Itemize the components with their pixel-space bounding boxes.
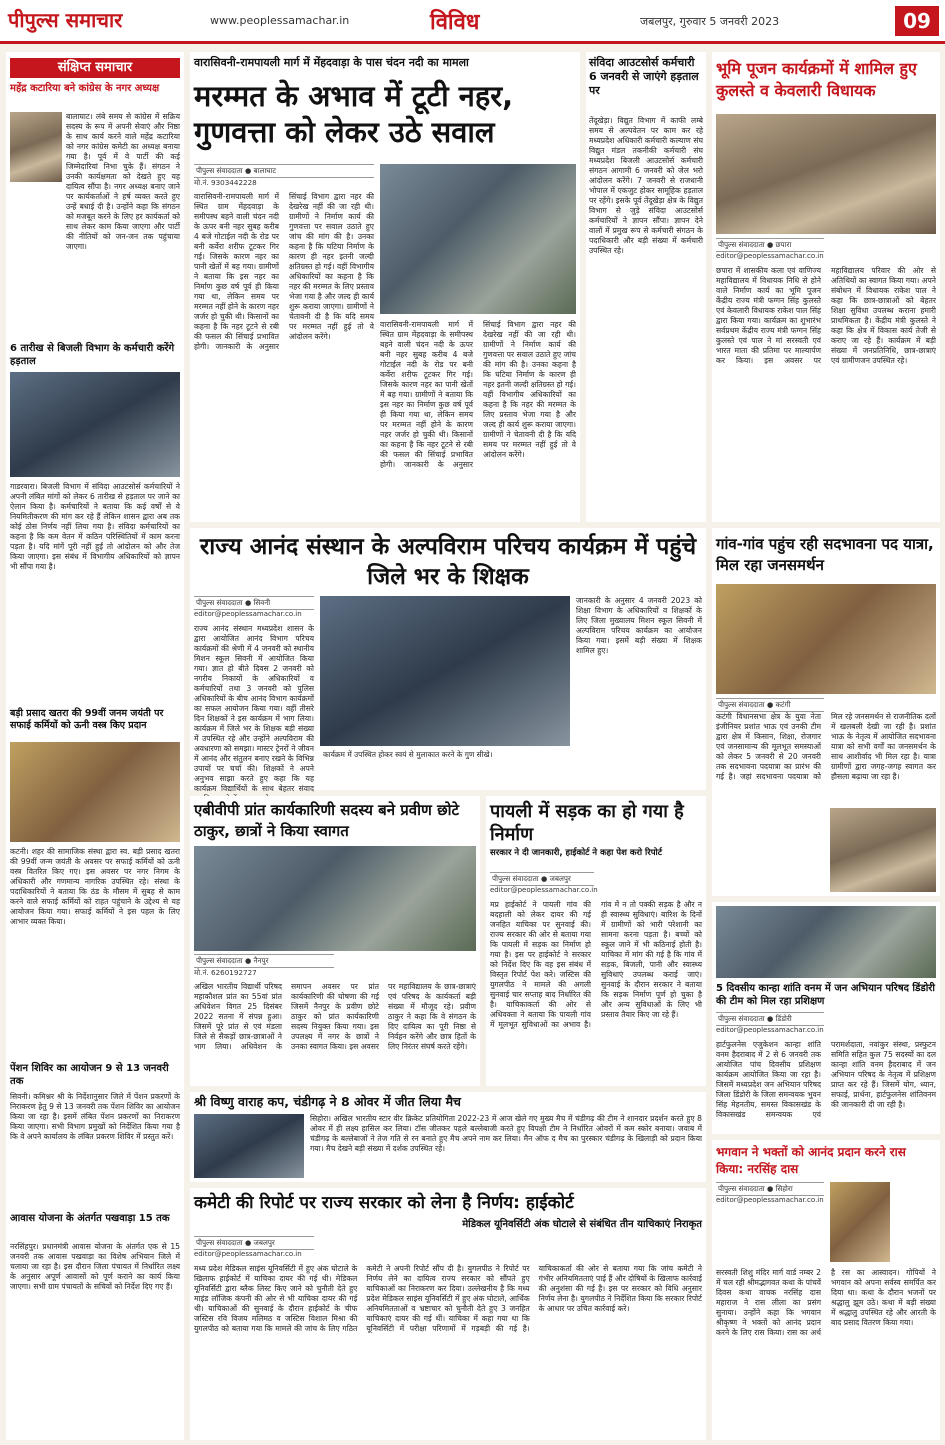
canal-byline: पीपुल्स संवाददाता ● बालाघाट	[194, 164, 374, 178]
sadbhavna-headline: गांव-गांव पहुंच रही सदभावना पद यात्रा, मिल रहा जनसमर्थन	[716, 535, 934, 574]
kanha-headline: 5 दिवसीय कान्हा शांति वनम में जन अभियान परिषद डिंडोरी की टीम को मिल रहा प्रशिक्षण	[716, 983, 935, 1007]
anand-byline: पीपुल्स संवाददाता ● सिवनी	[194, 596, 314, 610]
canal-body-continued: वारासिवनी-रामपायली मार्ग में स्थित ग्राम मेंहदवाड़ा के समीपस्थ बहने वाली चंदन नदी के ऊपर बनी नहर सुबह करीब 4 बजे गोटाईल नदी के रोड पर बनी कर्वेरा शरीफ टूटकर गिर गई। जिसके कारण नहर का पानी खेतों में बह गया। ग्रामीणों ने बताया कि इस नहर का निर्माण कुछ वर्ष पूर्व ही किया गया था, लेकिन समय पर मरम्मत नहीं होने के कारण नहर जर्जर हो चुकी थी। किसानों का कहना है कि नहर टूटने से रबी की फसल की सिंचाई प्रभावित होगी। जानकारी के अनुसार सिंचाई विभाग द्वारा नहर की देखरेख नहीं की जा रही थी। ग्रामीणों ने निर्माण कार्य की गुणवत्ता पर सवाल उठाते हुए जांच की मांग की है। उनका कहना है कि घटिया निर्माण के कारण ही नहर इतनी जल्दी क्षतिग्रस्त हो गई। वहीं विभागीय अधिकारियों का कहना है कि नहर की मरम्मत के लिए प्रस्ताव भेजा गया है और जल्द ही कार्य शुरू कराया जाएगा। ग्रामीणों ने चेतावनी दी है कि यदि समय पर मरम्मत नहीं हुई तो वे आंदोलन करेंगे।	[380, 320, 576, 469]
article-canal	[190, 52, 580, 522]
cricket-headline: श्री विष्णु वाराह कप, चंडीगढ़ ने 8 ओवर में जीत लिया मैच	[194, 1094, 461, 1109]
brief-2-body: गाडरवारा। बिजली विभाग में संविदा आउटसोर्स कर्मचारियों ने अपनी लंबित मांगों को लेकर 6 तारीख से हड़ताल पर जाने का ऐलान किया है। कर्मचारियों ने बताया कि कई वर्षों से वे नियमितीकरण की मांग कर रहे हैं लेकिन शासन द्वारा अब तक कोई ठोस निर्णय नहीं लिया गया है। संविदा कर्मचारियों का कहना है कि कम वेतन में कठिन परिस्थितियों में काम करना पड़ता है। यदि मांगें पूरी नहीं हुईं तो आंदोलन को और तेज किया जाएगा। इस संबंध में विभागीय अधिकारियों को ज्ञापन भी सौंपा गया है।	[10, 482, 180, 571]
article-bhoomi-pujan	[712, 52, 940, 522]
abvp-group-photo	[194, 846, 476, 951]
section-title: विविध	[430, 10, 480, 35]
article-anand-sansthan	[190, 528, 706, 793]
brief-3-body: कटनी। शहर की सामाजिक संस्था द्वारा स्व. बड़ी प्रसाद खतरा की 99वीं जन्म जयंती के अवसर पर सफाई कर्मियों को ऊनी वस्त्र वितरित किए गए। इस अवसर पर नगर निगम के अधिकारी और गणमान्य नागरिक उपस्थित रहे। संस्था के पदाधिकारियों ने बताया कि ठंड के मौसम में सुबह से काम करने वाले सफाई कर्मियों को राहत पहुंचाने के उद्देश्य से यह आयोजन किया गया। सफाई कर्मियों ने इस पहल के लिए आभार व्यक्त किया।	[10, 847, 180, 926]
strike-photo	[10, 372, 180, 477]
abvp-body: अखिल भारतीय विद्यार्थी परिषद महाकौशल प्रांत का 55वां प्रांत अधिवेशन विगत 25 दिसंबर 2022 सतना में संपन्न हुआ। जिसमें पूरे प्रांत से एवं मंडला जिले से सैकड़ों छात्र-छात्राओं ने भाग लिया। अधिवेशन के समापन अवसर पर प्रांत कार्यकारिणी की घोषणा की गई जिसमें नैनपुर के प्रवीण छोटे ठाकुर को प्रांत कार्यकारिणी सदस्य नियुक्त किया गया। इस उपलक्ष्य में नगर के छात्रों ने उनका स्वागत किया। इस अवसर पर महाविद्यालय के छात्र-छात्राएं एवं परिषद के कार्यकर्ता बड़ी संख्या में मौजूद रहे। प्रवीण ठाकुर ने कहा कि वे संगठन के दिए दायित्व का पूरी निष्ठा से निर्वहन करेंगे और छात्र हितों के लिए निरंतर संघर्ष करते रहेंगे।	[194, 982, 476, 1051]
anand-email[interactable]: editor@peoplessamachar.co.in	[194, 610, 302, 618]
article-outsource-strike	[586, 52, 706, 522]
issue-date: जबलपुर, गुरुवार 5 जनवरी 2023	[640, 15, 780, 28]
page-header	[0, 0, 945, 44]
brief-4-headline: पेंशन शिविर का आयोजन 9 से 13 जनवरी तक	[10, 1063, 169, 1087]
brief-4-body: सिवनी। कमिश्नर श्री के निर्देशानुसार जिले में पेंशन प्रकरणों के निराकरण हेतु 9 से 13 जनवरी तक पेंशन शिविर का आयोजन किया जा रहा है। इसमें लंबित पेंशन प्रकरणों का निराकरण किया जाएगा। सभी विभाग प्रमुखों को निर्देशित किया गया है कि वे अपने कार्यालय के लंबित प्रकरण शिविर में प्रस्तुत करें।	[10, 1092, 180, 1141]
katha-email[interactable]: editor@peoplessamachar.co.in	[716, 1196, 824, 1204]
katha-byline: पीपुल्स संवाददाता ● सिहोरा	[716, 1182, 824, 1196]
medical-email[interactable]: editor@peoplessamachar.co.in	[194, 1250, 302, 1258]
kanha-body: हार्टफुलनेस एजुकेशन कान्हा शांति वनम हैदराबाद में 2 से 6 जनवरी तक आयोजित पांच दिवसीय प्रशिक्षण कार्यक्रम आयोजित किया जा रहा है। जिसमें मध्यप्रदेश जन अभियान परिषद जिला डिंडोरी के जिला समन्वयक भुवन सिंह मेहनतीय, समस्त विकासखंड के विकासखंड समन्वयक एवं परामर्शदाता, नवांकुर संस्था, प्रस्फुटन समिति सहित कुल 75 सदस्यों का दल कान्हा शांति वनम हैदराबाद में जन अभियान परिषद के नेतृत्व में प्रशिक्षण प्राप्त कर रहे हैं। जिसमें योग, ध्यान, सफाई, प्रार्थना, हार्टफुलनेस शांतिवनम की जानकारी दी जा रही है।	[716, 1040, 936, 1119]
bhoomi-email[interactable]: editor@peoplessamachar.co.in	[716, 252, 824, 260]
bhoomi-byline: पीपुल्स संवाददाता ● छपारा	[716, 238, 824, 252]
brief-3-headline: बड़ी प्रसाद खतरा की 99वीं जनम जयंती पर सफाई कर्मियों को ऊनी वस्त्र किए प्रदान	[10, 708, 164, 731]
brief-5-body: नरसिंहपुर। प्रधानमंत्री आवास योजना के अंतर्गत एक से 15 जनवरी तक आवास पखवाड़ा का विशेष अभियान जिले में चलाया जा रहा है। इस दौरान जिला पंचायत में निर्धारित लक्ष्य के अनुसार अपूर्ण आवासों को पूर्ण कराने का कार्य किया जाएगा। सभी ग्राम पंचायतों के सचिवों को निर्देश दिए गए हैं।	[10, 1242, 180, 1291]
medical-headline: कमेटी की रिपोर्ट पर राज्य सरकार को लेना है निर्णय: हाईकोर्ट	[194, 1193, 574, 1213]
article-abvp	[190, 796, 480, 1086]
abvp-phone: मो.नं. 6260192727	[194, 968, 257, 977]
article-sadbhavna-yatra	[712, 528, 940, 896]
brief-2-headline: 6 तारीख से बिजली विभाग के कर्मचारी करेंगे हड़ताल	[10, 343, 175, 367]
sadbhavna-body: कटंगी विधानसभा क्षेत्र के युवा नेता इंजीनियर प्रशांत भाऊ एवं उनकी टीम द्वारा क्षेत्र में किसान, शिक्षा, रोजगार एवं जनसामान्य की मूलभूत समस्याओं को लेकर 5 जनवरी से 20 जनवरी तक सदभावना पदयात्रा का प्रारंभ की गई है। जहां सदभावना पदयात्रा को मिल रहे जनसमर्थन से राजनीतिक दलों में खलबली देखी जा रही है। प्रशांत भाऊ के नेतृत्व में आयोजित सदभावना यात्रा को सभी वर्गों का जनसमर्थन के साथ आशीर्वाद भी मिल रहा है। यात्रा ग्रामीणों द्वारा जगह-जगह स्वागत कर हौसला बढ़ाया जा रहा है।	[716, 712, 936, 781]
bhoomi-headline: भूमि पूजन कार्यक्रमों में शामिल हुए कुलस्ते व केवलारी विधायक	[716, 59, 917, 100]
brief-news-column	[6, 52, 184, 1440]
brief-1-headline: महेंद्र कटारिया बने कांग्रेस के नगर अध्यक्ष	[10, 83, 160, 94]
kanha-email[interactable]: editor@peoplessamachar.co.in	[716, 1026, 824, 1034]
cricket-photo	[194, 1114, 304, 1178]
site-url[interactable]: www.peoplessamachar.in	[210, 14, 350, 27]
abvp-byline: पीपुल्स संवाददाता ● नैनपुर	[194, 954, 334, 968]
canal-body: वारासिवनी-रामपायली मार्ग में स्थित ग्राम मेंहदवाड़ा के समीपस्थ बहने वाली चंदन नदी के ऊपर बनी नहर सुबह करीब 4 बजे गोटाईल नदी के रोड पर बनी कर्वेरा शरीफ टूटकर गिर गई। जिसके कारण नहर का पानी खेतों में बह गया। ग्रामीणों ने बताया कि इस नहर का निर्माण कुछ वर्ष पूर्व ही किया गया था, लेकिन समय पर मरम्मत नहीं होने के कारण नहर जर्जर हो चुकी थी। किसानों का कहना है कि नहर टूटने से रबी की फसल की सिंचाई प्रभावित होगी। जानकारी के अनुसार सिंचाई विभाग द्वारा नहर की देखरेख नहीं की जा रही थी। ग्रामीणों ने निर्माण कार्य की गुणवत्ता पर सवाल उठाते हुए जांच की मांग की है। उनका कहना है कि घटिया निर्माण के कारण ही नहर इतनी जल्दी क्षतिग्रस्त हो गई। वहीं विभागीय अधिकारियों का कहना है कि नहर की मरम्मत के लिए प्रस्ताव भेजा गया है और जल्द ही कार्य शुरू कराया जाएगा। ग्रामीणों ने चेतावनी दी है कि यदि समय पर मरम्मत नहीं हुई तो वे आंदोलन करेंगे।	[194, 192, 374, 351]
clothes-distribution-photo	[10, 742, 180, 842]
payli-subheadline: सरकार ने दी जानकारी, हाईकोर्ट ने कहा पेश करो रिपोर्ट	[490, 848, 663, 858]
canal-headline: मरम्मत के अभाव में टूटी नहर, गुणवत्ता को लेकर उठे सवाल	[194, 79, 514, 149]
brief-1-body: बालाघाट। लंबे समय से कांग्रेस में सक्रिय सदस्य के रूप में अपनी सेवाएं और निष्ठा के साथ कार्य करने वाले महेंद्र कटारिया को नगर कांग्रेस कमेटी का अध्यक्ष बनाया गया है। पूर्व में वे पार्टी की कई जिम्मेदारियां निभा चुके हैं। संगठन ने उनकी कार्यक्षमता को देखते हुए यह दायित्व सौंपा है। नगर अध्यक्ष बनाए जाने पर कार्यकर्ताओं ने हर्ष व्यक्त करते हुए उन्हें बधाई दी है। उन्होंने कहा कि संगठन को मजबूत करने के लिए हर कार्यकर्ता को साथ लेकर काम किया जाएगा और पार्टी की नीतियों को जन-जन तक पहुंचाया जाएगा।	[66, 112, 180, 251]
sadbhavna-byline: पीपुल्स संवाददाता ● कटंगी	[716, 698, 824, 712]
payli-headline: पायली में सड़क का हो गया है निर्माण	[490, 801, 684, 845]
payli-byline: पीपुल्स संवाददाता ● जबलपुर	[490, 872, 594, 886]
kathavachak-photo	[830, 1182, 890, 1262]
medical-subheadline: मेडिकल यूनिवर्सिटी अंक घोटाले से संबंधित तीन याचिकाएं निराकृत	[462, 1219, 702, 1230]
page-number: 09	[895, 6, 939, 36]
katha-headline: भगवान ने भक्तों को आनंद प्रदान करने रास किया: नरसिंह दास	[716, 1145, 906, 1176]
article-katha	[712, 1140, 940, 1440]
canal-kicker: वारासिवनी-रामपायली मार्ग में मेंहदवाड़ा के पास चंदन नदी का मामला	[194, 56, 469, 69]
brief-news-title: संक्षिप्त समाचार	[10, 58, 180, 78]
broken-canal-photo	[380, 164, 576, 314]
abvp-headline: एबीवीपी प्रांत कार्यकारिणी सदस्य बने प्रवीण छोटे ठाकुर, छात्रों ने किया स्वागत	[194, 801, 460, 840]
payli-email[interactable]: editor@peoplessamachar.co.in	[490, 886, 598, 894]
yatra-photo	[716, 584, 936, 694]
cricket-body: सिहोरा। अखिल भारतीय स्टार वीर क्रिकेट प्रतियोगिता 2022-23 में आज खेले गए मुख्य मैच में चंडीगढ़ की टीम ने शानदार प्रदर्शन करते हुए 8 ओवर में ही लक्ष्य हासिल कर लिया। टॉस जीतकर पहले बल्लेबाजी करते हुए विपक्षी टीम ने निर्धारित ओवरों में कम स्कोर बनाया। जवाब में चंडीगढ़ के बल्लेबाजों ने तेज गति से रन बनाते हुए मैच अपने नाम कर लिया। मैन ऑफ द मैच का पुरस्कार चंडीगढ़ के खिलाड़ी को प्रदान किया गया। मैच देखने बड़ी संख्या में दर्शक उपस्थित रहे।	[310, 1114, 702, 1153]
article-cricket	[190, 1092, 706, 1182]
katha-body: सरस्वती शिशु मंदिर मार्ग वार्ड नम्बर 2 में चल रही श्रीमद्भागवत कथा के पांचवें दिवस कथा वाचक नरसिंह दास महाराज ने रास लीला का प्रसंग सुनाया। उन्होंने कहा कि भगवान श्रीकृष्ण ने भक्तों को आनंद प्रदान करने के लिए रास किया। रास का अर्थ है रस का आस्वादन। गोपियों ने भगवान को अपना सर्वस्व समर्पित कर दिया था। कथा के दौरान भजनों पर श्रद्धालु झूम उठे। कथा में बड़ी संख्या में श्रद्धालु उपस्थित रहे और आरती के बाद प्रसाद वितरण किया गया।	[716, 1268, 936, 1337]
anand-body-2: जानकारी के अनुसार 4 जनवरी 2023 को शिक्षा विभाग के अधिकारियों व शिक्षकों के लिए जिला मुख्यालय मिशन स्कूल सिवनी में अल्पविराम परिचय कार्यक्रम का आयोजन किया गया। इसमें बड़ी संख्या में शिक्षक शामिल हुए।	[576, 596, 702, 655]
masthead: पीपुल्स समाचार	[8, 8, 123, 32]
outsource-headline: संविदा आउटसोर्स कर्मचारी 6 जनवरी से जाएंगे हड़ताल पर	[589, 56, 699, 97]
anand-headline: राज्य आनंद संस्थान के अल्पविराम परिचय कार्यक्रम में पहुंचे जिले भर के शिक्षक	[199, 534, 697, 590]
article-kanha-training	[712, 902, 940, 1134]
kanha-byline: पीपुल्स संवाददाता ● डिंडोरी	[716, 1012, 824, 1026]
payli-body: मप्र हाईकोर्ट ने पायली गांव की बदहाली को लेकर दायर की गई जनहित याचिका पर सुनवाई की। राज्य सरकार की ओर से बताया गया कि पायली में सड़क का निर्माण हो गया है। इस पर हाईकोर्ट ने सरकार को निर्देश दिए कि वह इस संबंध में विस्तृत रिपोर्ट पेश करे। जस्टिस की युगलपीठ ने मामले की अगली सुनवाई चार सप्ताह बाद निर्धारित की है। याचिकाकर्ता की ओर से अधिवक्ता ने बताया कि पायली गांव में मूलभूत सुविधाओं का अभाव है। गांव में न तो पक्की सड़क है और न ही स्वास्थ्य सुविधाएं। बारिश के दिनों में ग्रामीणों को भारी परेशानी का सामना करना पड़ता है। बच्चों को स्कूल जाने में भी कठिनाई होती है। याचिका में मांग की गई है कि गांव में सड़क, बिजली, पानी और स्वास्थ्य सुविधाएं उपलब्ध कराई जाएं। सुनवाई के दौरान सरकार ने बताया कि सड़क निर्माण पूर्ण हो चुका है और अन्य सुविधाओं के लिए भी प्रस्ताव तैयार किए जा रहे हैं।	[490, 900, 702, 1029]
training-photo	[716, 906, 936, 978]
teachers-photo	[320, 596, 570, 746]
article-payli-road	[486, 796, 706, 1086]
yatra-photo-2	[830, 808, 936, 892]
medical-byline: पीपुल्स संवाददाता ● जबलपुर	[194, 1236, 314, 1250]
bhoomi-body: छपारा में शासकीय कला एवं वाणिज्य महाविद्यालय में विधायक निधि से होने वाले निर्माण कार्य का भूमि पूजन केंद्रीय राज्य मंत्री फग्गन सिंह कुलस्ते एवं केवलारी विधायक राकेश पाल सिंह द्वारा किया गया। कार्यक्रम का शुभारंभ सर्वप्रथम केंद्रीय राज्य मंत्री फग्गन सिंह कुलस्ते एवं पाल ने मां सरस्वती एवं भारत माता की प्रतिमा पर माल्यार्पण कर किया। इस अवसर पर महाविद्यालय परिवार की ओर से अतिथियों का स्वागत किया गया। अपने संबोधन में विधायक राकेश पाल ने कहा कि छात्र-छात्राओं को बेहतर शिक्षा सुविधा उपलब्ध कराना हमारी प्राथमिकता है। केंद्रीय मंत्री कुलस्ते ने कहा कि क्षेत्र में विकास कार्य तेजी से कराए जा रहे हैं। कार्यक्रम में बड़ी संख्या में जनप्रतिनिधि, छात्र-छात्राएं एवं ग्रामीणजन उपस्थित रहे।	[716, 266, 936, 365]
medical-body: मध्य प्रदेश मेडिकल साइंस यूनिवर्सिटी में हुए अंक घोटाले के खिलाफ हाईकोर्ट में याचिका दायर की गई थी। मेडिकल यूनिवर्सिटी द्वारा ब्लैक लिस्ट किए जाने को चुनौती देते हुए माइंड लॉजिक कंपनी की ओर से भी याचिका दायर की गई थी। याचिकाओं की सुनवाई के दौरान हाईकोर्ट के चीफ जस्टिस रवि विजय मलिमठ व जस्टिस विशाल मिश्रा की युगलपीठ को बताया गया कि मामले की जांच के लिए गठित कमेटी ने अपनी रिपोर्ट सौंप दी है। युगलपीठ ने रिपोर्ट पर निर्णय लेने का दायित्व राज्य सरकार को सौंपते हुए याचिकाओं का निराकरण कर दिया। उल्लेखनीय है कि मध्य प्रदेश मेडिकल साइंस यूनिवर्सिटी में हुए अंक घोटाले, आर्थिक अनियमितताओं व भ्रष्टाचार को चुनौती देते हुए 3 जनहित याचिकाएं दायर की गई थीं। याचिका में कहा गया था कि यूनिवर्सिटी में परीक्षा परिणामों में गड़बड़ी की गई है। याचिकाकर्ता की ओर से बताया गया कि जांच कमेटी ने गंभीर अनियमितताएं पाई हैं और दोषियों के खिलाफ कार्रवाई की अनुशंसा की गई है। इस पर सरकार को विधि अनुसार निर्णय लेना है। युगलपीठ ने निर्देशित किया कि सरकार रिपोर्ट के आधार पर उचित कार्रवाई करे।	[194, 1264, 702, 1333]
anand-body: राज्य आनंद संस्थान मध्यप्रदेश शासन के द्वारा आयोजित आनंद विभाग परिचय कार्यक्रमों की श्रेणी में 4 जनवरी को स्थानीय मिशन स्कूल सिवनी में आयोजित किया गया। ज्ञात हो बीते दिवस 2 जनवरी को नगरीय निकायों के अधिकारियों व कर्मचारियों तथा 3 जनवरी को पुलिस अधिकारियों के बीच आनंद विभाग कार्यक्रमों का सफल आयोजन किया गया। वहीं तीसरे दिन शिक्षकों ने इस कार्यक्रम में भाग लिया। कार्यक्रम में जिले भर के शिक्षक बड़ी संख्या में उपस्थित रहे और उन्होंने अल्पविराम की अवधारणा को समझा। मास्टर ट्रेनरों ने जीवन में आनंद और संतुलन बनाए रखने के विभिन्न उपायों पर चर्चा की। शिक्षकों ने अपने अनुभव साझा करते हुए कहा कि यह कार्यक्रम विद्यार्थियों के साथ बेहतर संवाद	[194, 624, 314, 793]
portrait-photo	[10, 112, 62, 182]
article-medical-university	[190, 1188, 706, 1440]
anand-caption: कार्यक्रम में उपस्थित होकर स्वयं से मुलाकात करने के गुण सीखे।	[320, 748, 570, 786]
outsource-body: तेंदूखेड़ा। विद्युत विभाग में काफी लम्बे समय से अल्पवेतन पर काम कर रहे मध्यप्रदेश अधिकारी कर्मचारी कल्याण संघ विद्युत मंडल तकनीकी कर्मचारी संघ मध्यप्रदेश बिजली आउटसोर्स कर्मचारी संगठन आगामी 6 जनवरी को जेल भरो आंदोलन करेंगे। 7 जनवरी से राजधानी भोपाल में एकजुट होकर सामूहिक हड़ताल पर रहेंगे। इसके पूर्व तेंदूखेड़ा क्षेत्र के विद्युत विभाग से जुड़े संविदा आउटसोर्स कर्मचारियों ने ज्ञापन सौंपा। ज्ञापन देने वालों में प्रमुख रूप से कर्मचारी संगठन के पदाधिकारी और बड़ी संख्या में कर्मचारी उपस्थित रहे।	[589, 116, 703, 255]
brief-5-headline: आवास योजना के अंतर्गत पखवाड़ा 15 तक	[10, 1213, 170, 1224]
canal-phone: मो.नं. 9303442228	[194, 178, 257, 187]
bhoomi-pujan-photo	[716, 114, 936, 234]
